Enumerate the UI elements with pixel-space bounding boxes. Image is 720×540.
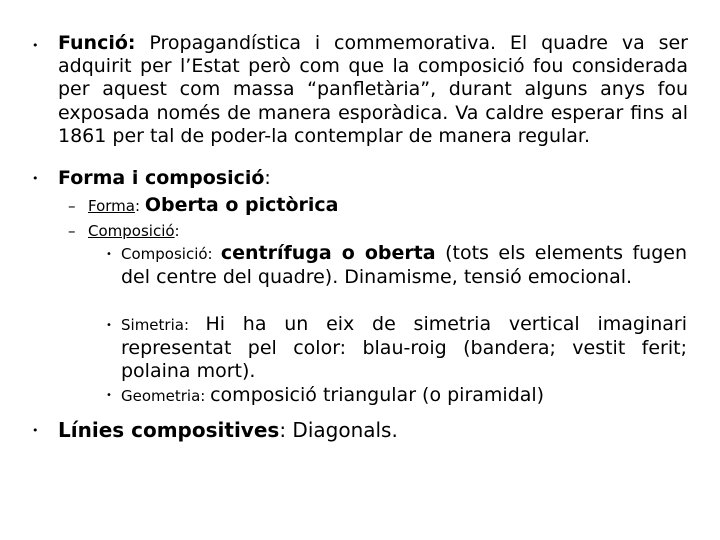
forma-label: Forma bbox=[88, 197, 135, 215]
simetria-sep: : bbox=[183, 316, 206, 334]
bullet-marker: • bbox=[32, 39, 39, 52]
linies-sep: : bbox=[279, 418, 293, 442]
forma-composicio-heading bbox=[58, 166, 271, 190]
geometria-label: Geometria bbox=[121, 387, 201, 405]
forma-sep: : bbox=[134, 197, 145, 215]
forma-composicio-label: Forma i composició bbox=[58, 167, 265, 189]
funcio-text: Propagandística i commemorativa. El quadre va ser adquirit per l’Estat però com que la composició fou considerada per aquest com massa “panfletària”, durant alguns anys fou exposada només de manera esporàdica. Va caldre esperar fins al 1861 per tal de poder-la contemplar de manera regular. bbox=[58, 32, 688, 147]
composicio-line bbox=[88, 218, 180, 243]
composicio-label: Composició bbox=[88, 222, 175, 240]
sub-composicio-sep: : bbox=[207, 245, 221, 263]
forma-value: Oberta o pictòrica bbox=[144, 194, 339, 216]
simetria-text: Hi ha un eix de simetria vertical imaginari representat pel color: blau-roig (bandera; vestit ferit; polaina mort). bbox=[121, 313, 687, 383]
bullet-marker: • bbox=[106, 390, 112, 401]
sub-composicio-value: centrífuga o oberta bbox=[220, 242, 436, 264]
sub-composicio-label: Composició bbox=[121, 245, 208, 263]
forma-line bbox=[88, 193, 339, 218]
dash-marker: – bbox=[68, 197, 76, 215]
bullet-marker: • bbox=[106, 320, 112, 331]
linies-line bbox=[58, 417, 398, 443]
dash-marker: – bbox=[68, 222, 76, 240]
geometria-line bbox=[121, 383, 544, 408]
simetria-label: Simetria bbox=[121, 316, 184, 334]
simetria-paragraph bbox=[121, 313, 687, 384]
geometria-text: composició triangular (o piramidal) bbox=[210, 384, 545, 406]
forma-composicio-suffix: : bbox=[264, 167, 271, 189]
geometria-sep: : bbox=[200, 387, 211, 405]
bullet-marker: • bbox=[32, 172, 39, 185]
bullet-marker: • bbox=[32, 424, 39, 437]
sub-composicio-text: (tots els elements fugen del centre del quadre). Dinamisme, tensió emocional. bbox=[121, 242, 688, 289]
funcio-paragraph bbox=[58, 32, 688, 148]
bullet-marker: • bbox=[106, 249, 112, 260]
sub-composicio-paragraph bbox=[121, 242, 687, 289]
linies-text: Diagonals. bbox=[292, 418, 398, 442]
composicio-sep: : bbox=[174, 222, 180, 240]
linies-label: Línies compositives bbox=[58, 418, 280, 442]
funcio-label: Funció: bbox=[58, 32, 136, 54]
